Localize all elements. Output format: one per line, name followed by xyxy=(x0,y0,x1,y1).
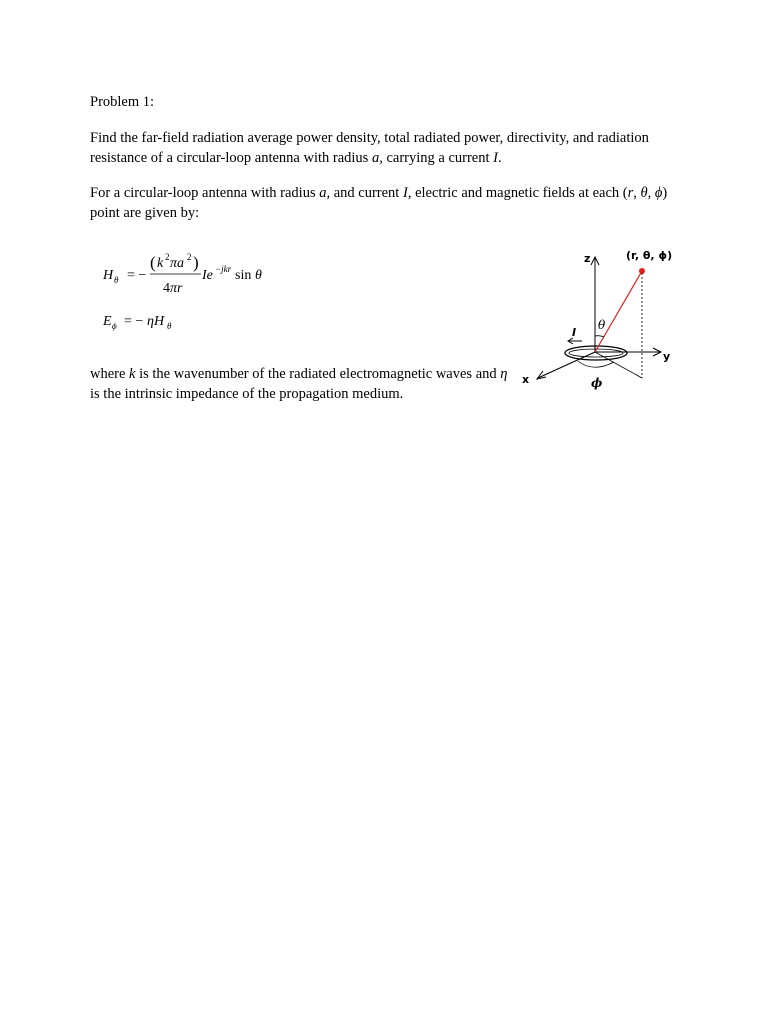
svg-text:E: E xyxy=(103,314,112,329)
definitions-text: where k is the wavenumber of the radiated electromagnetic waves and η is the intrinsic impedance of the propagation medium. xyxy=(90,366,508,402)
svg-text:sin: sin xyxy=(235,268,252,283)
svg-text:= −: = − xyxy=(127,268,147,283)
svg-text:): ) xyxy=(193,253,199,272)
x-axis-label: x xyxy=(522,373,530,386)
svg-text:θ: θ xyxy=(167,321,172,331)
phi-label: ϕ xyxy=(591,376,603,390)
svg-text:ϕ: ϕ xyxy=(112,321,117,331)
point-label: (r, θ, ϕ) xyxy=(626,249,673,262)
svg-text:4: 4 xyxy=(163,281,170,296)
svg-text:θ: θ xyxy=(114,275,119,285)
z-axis-label: z xyxy=(584,252,591,265)
projection-base xyxy=(595,352,642,378)
fields-intro: For a circular-loop antenna with radius a, and current I, electric and magnetic fields at each (r, θ, ϕ) point are given by: xyxy=(90,185,668,221)
current-label: I xyxy=(572,326,577,339)
svg-text:2: 2 xyxy=(165,252,170,262)
radius-vector xyxy=(595,271,642,352)
phi-arc xyxy=(578,361,614,367)
svg-text:Ie: Ie xyxy=(202,268,213,283)
svg-text:ηH: ηH xyxy=(147,314,165,329)
theta-label: θ xyxy=(598,318,606,332)
svg-text:θ: θ xyxy=(255,268,262,283)
svg-text:2: 2 xyxy=(187,252,192,262)
svg-text:H: H xyxy=(103,268,114,283)
equation-e-phi xyxy=(103,310,223,334)
equation-h-theta xyxy=(103,248,303,298)
svg-text:−jkr: −jkr xyxy=(215,264,232,274)
svg-text:πa: πa xyxy=(170,256,185,271)
problem-heading: Problem 1: xyxy=(90,94,155,110)
theta-arc xyxy=(595,336,604,337)
svg-text:k: k xyxy=(157,256,164,271)
svg-text:= −: = − xyxy=(124,314,144,329)
problem-statement: Find the far-field radiation average power density, total radiated power, directivity, and radiation resistance of a circular-loop antenna with radius a, carrying a current I. xyxy=(90,130,649,166)
svg-text:(: ( xyxy=(150,253,156,272)
y-axis-label: y xyxy=(663,350,671,363)
svg-text:πr: πr xyxy=(170,281,183,296)
loop-antenna-figure xyxy=(518,240,678,396)
